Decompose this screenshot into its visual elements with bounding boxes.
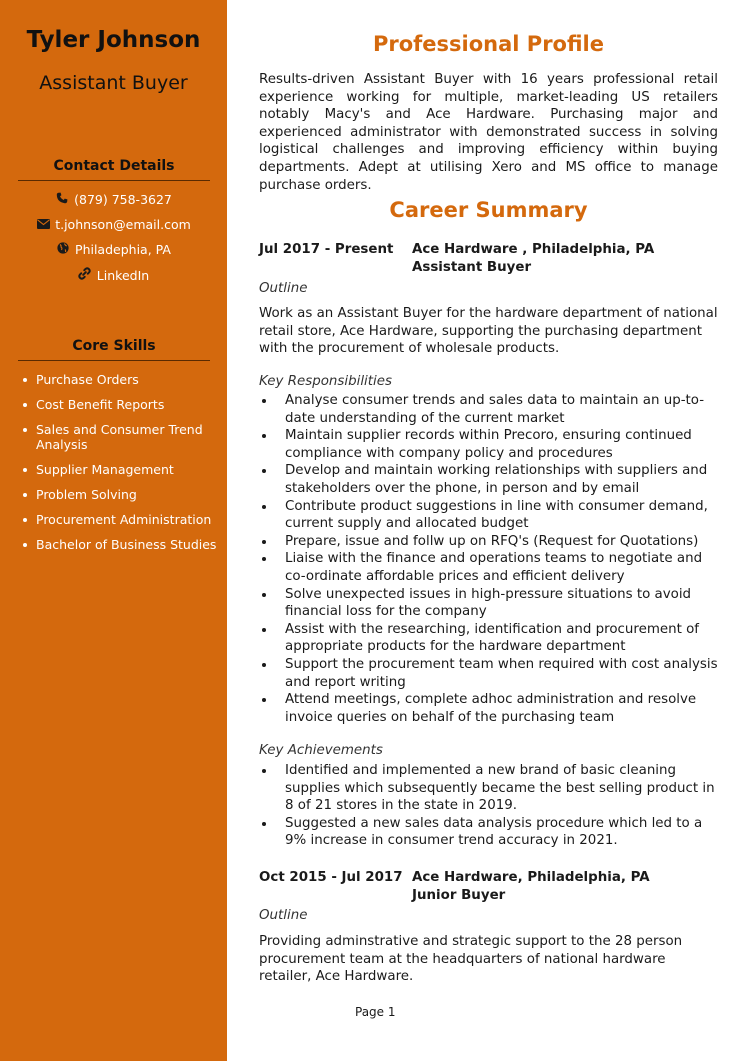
candidate-role: Assistant Buyer bbox=[39, 72, 188, 94]
contact-location bbox=[0, 242, 227, 257]
skill-item: Supplier Management bbox=[22, 462, 217, 477]
phone-icon bbox=[55, 192, 69, 207]
list-item: Attend meetings, complete adhoc administration and resolve invoice queries on behalf of the purchasing team bbox=[259, 691, 718, 726]
profile-text: Results-driven Assistant Buyer with 16 years professional retail experience working for multiple, market-leading US retailers notably Macy's and Ace Hardware. Purchasing major and experienced administrator with demonstrated success in solving logistical challenges and improving efficiency within buying departments. Adept at utilising Xero and MS office to manage purchase orders. bbox=[259, 72, 718, 193]
outline-label: Outline bbox=[259, 281, 308, 296]
achievements-list bbox=[259, 762, 718, 850]
envelope-icon bbox=[36, 218, 50, 232]
contact-phone-text: (879) 758-3627 bbox=[74, 192, 172, 207]
contact-email-text[interactable]: t.johnson@email.com bbox=[55, 217, 191, 232]
job-outline: Work as an Assistant Buyer for the hardware department of national retail store, Ace Hardware, supporting the purchasing department with the procurement of wholesale products. bbox=[259, 306, 718, 357]
job-org bbox=[412, 869, 718, 904]
skill-item: Procurement Administration bbox=[22, 512, 217, 527]
list-item: Prepare, issue and follw up on RFQ's (Request for Quotations) bbox=[259, 533, 718, 551]
link-icon bbox=[78, 267, 92, 283]
list-item: Support the procurement team when required with cost analysis and report writing bbox=[259, 656, 718, 691]
contact-linkedin-text[interactable]: LinkedIn bbox=[96, 268, 150, 283]
list-item: Develop and maintain working relationships with suppliers and stakeholders over the phone, in person and by email bbox=[259, 462, 718, 497]
career-title: Career Summary bbox=[389, 198, 588, 222]
list-item: Identified and implemented a new brand of basic cleaning supplies which subsequently became the best selling product in 8 of 21 stores in the state in 2019. bbox=[259, 762, 718, 815]
skill-item: Purchase Orders bbox=[22, 372, 217, 387]
responsibilities-label: Key Responsibilities bbox=[259, 374, 392, 389]
skills-heading: Core Skills bbox=[18, 338, 210, 361]
contact-location-text: Philadephia, PA bbox=[75, 242, 171, 257]
list-item: Suggested a new sales data analysis procedure which led to a 9% increase in consumer trend accuracy in 2021. bbox=[259, 815, 718, 850]
job-employer: Ace Hardware , Philadelphia, PA bbox=[412, 242, 655, 257]
list-item: Analyse consumer trends and sales data to maintain an up-to-date understanding of the current market bbox=[259, 392, 718, 427]
job-position: Assistant Buyer bbox=[412, 259, 532, 275]
outline-label: Outline bbox=[259, 908, 308, 923]
list-item: Contribute product suggestions in line with consumer demand, current supply and allocated budget bbox=[259, 498, 718, 533]
achievements-label: Key Achievements bbox=[259, 743, 383, 758]
candidate-name: Tyler Johnson bbox=[26, 27, 201, 53]
list-item: Liaise with the finance and operations teams to negotiate and co-ordinate affordable prices and efficient delivery bbox=[259, 550, 718, 585]
list-item: Maintain supplier records within Precoro, ensuring continued compliance with company policy and procedures bbox=[259, 427, 718, 462]
job-dates: Oct 2015 - Jul 2017 bbox=[259, 870, 403, 885]
job-employer: Ace Hardware, Philadelphia, PA bbox=[412, 870, 650, 885]
job-position: Junior Buyer bbox=[412, 887, 506, 903]
list-item: Solve unexpected issues in high-pressure situations to avoid financial loss for the company bbox=[259, 586, 718, 621]
job-org bbox=[412, 241, 718, 276]
page-number: Page 1 bbox=[355, 1005, 396, 1019]
contact-linkedin[interactable] bbox=[0, 267, 227, 283]
list-item: Assist with the researching, identification and procurement of appropriate products for the hardware department bbox=[259, 621, 718, 656]
skill-item: Problem Solving bbox=[22, 487, 217, 502]
skill-item: Sales and Consumer Trend Analysis bbox=[22, 422, 217, 452]
job-outline: Providing adminstrative and strategic support to the 28 person procurement team at the headquarters of national hardware retailer, Ace Hardware. bbox=[259, 934, 683, 985]
skill-item: Bachelor of Business Studies bbox=[22, 537, 217, 552]
skills-list bbox=[22, 372, 217, 562]
contact-heading: Contact Details bbox=[18, 158, 210, 181]
contact-email[interactable] bbox=[0, 217, 227, 232]
job-dates: Jul 2017 - Present bbox=[259, 242, 394, 257]
sidebar bbox=[0, 0, 227, 1061]
responsibilities-list bbox=[259, 392, 718, 726]
contact-phone bbox=[0, 192, 227, 207]
profile-title: Professional Profile bbox=[373, 32, 604, 56]
globe-icon bbox=[56, 242, 70, 257]
skill-item: Cost Benefit Reports bbox=[22, 397, 217, 412]
